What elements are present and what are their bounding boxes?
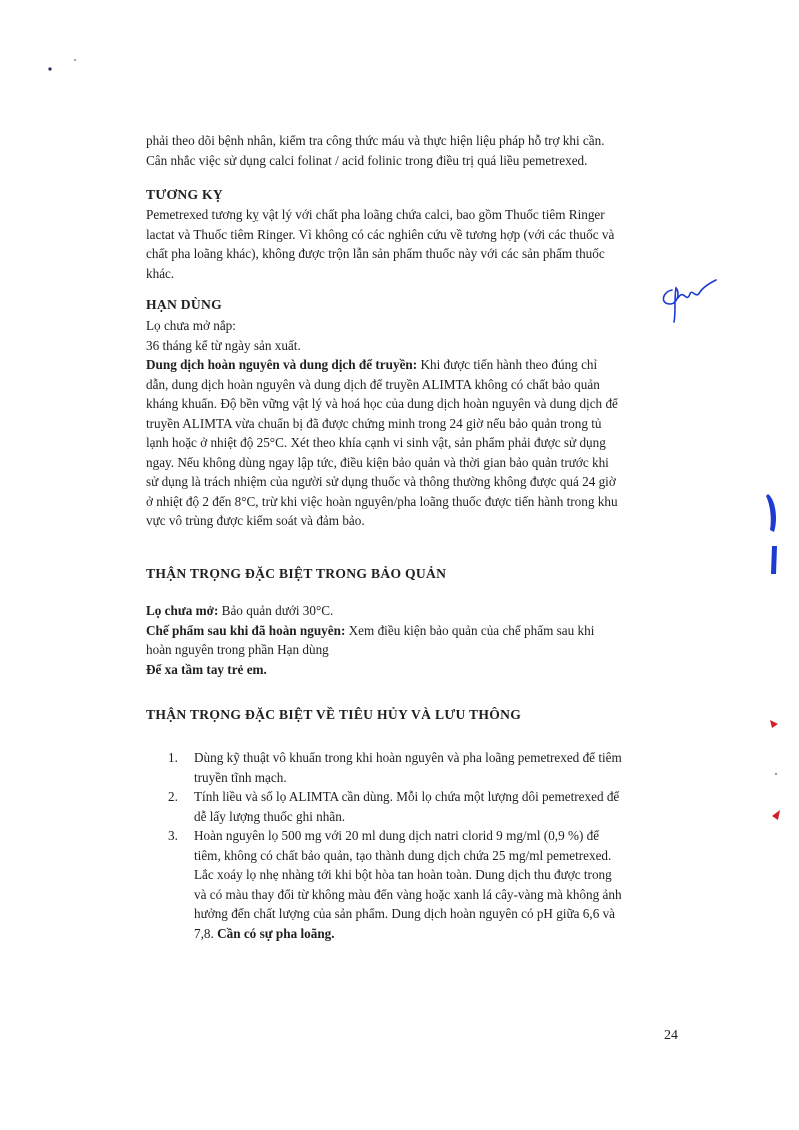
text-fragment: Xem điều kiện bảo quản của chế phẩm sau khi (345, 622, 595, 638)
text-line: lactat và Thuốc tiêm Ringer. Vì không có các nghiên cứu về tương hợp (với các thuốc và (146, 226, 615, 242)
list-item (168, 748, 688, 787)
text-line: sử dụng là trách nhiệm của người sử dụng thuốc và thông thường không được quá 24 giờ (146, 474, 616, 489)
unopened-vial-label: Lọ chưa mở: (146, 603, 219, 618)
text-line: kháng khuẩn. Độ bền vững vật lý và hoá học của dung dịch hoàn nguyên và dung dịch để (146, 396, 618, 411)
ink-mark-blue (760, 490, 799, 590)
text-fragment: Khi được tiến hành theo đúng chỉ (417, 357, 598, 372)
text-line: Tính liều và số lọ ALIMTA cần dùng. Mỗi lọ chứa một lượng dôi pemetrexed để (194, 789, 620, 804)
text-fragment: Bảo quản dưới 30°C. (218, 603, 334, 618)
shelf-months: 36 tháng kể từ ngày sản xuất. (146, 337, 301, 353)
item-number: 1. (168, 750, 178, 765)
keep-away-children: Để xa tầm tay trẻ em. (146, 661, 267, 677)
prepared-label: Chế phẩm sau khi đã hoàn nguyên: (146, 622, 346, 638)
text-line: hoàn nguyên trong phần Hạn dùng (146, 642, 329, 657)
text-line: hưởng đến chất lượng của sản phẩm. Dung dịch hoàn nguyên có pH giữa 6,6 và (194, 906, 616, 921)
incompatibility-heading: TƯƠNG KỴ (146, 187, 224, 202)
storage-heading: THẬN TRỌNG ĐẶC BIỆT TRONG BẢO QUẢN (146, 566, 447, 581)
text-line: dễ lấy lượng thuốc ghi nhãn. (194, 808, 346, 824)
text-line: vực vô trùng được kiểm soát và đảm bảo. (146, 513, 365, 528)
text-line (146, 601, 686, 621)
text-line: khác. (146, 265, 175, 281)
ink-mark-red (764, 712, 799, 832)
shelf-life-heading: HẠN DÙNG (146, 297, 223, 312)
item-number: 3. (168, 828, 178, 843)
text-line (146, 621, 686, 641)
text-line: dẫn, dung dịch hoàn nguyên và dung dịch để truyền ALIMTA không có chất bảo quản (146, 376, 600, 392)
page-number: 24 (664, 1028, 678, 1043)
list-item (168, 826, 688, 943)
text-line: ngay. Nếu không dùng ngay lập tức, điều kiện bảo quản và thời gian bảo quản trước khi (146, 454, 609, 470)
text-line: tiêm, không có chất bảo quản, tạo thành dung dịch chứa 25 mg/ml pemetrexed. (194, 847, 612, 863)
text-line: Cân nhắc việc sử dụng calci folinat / acid folinic trong điều trị quá liều pemetrexed. (146, 152, 588, 168)
text-line (146, 355, 686, 375)
shelf-life-paragraph (146, 316, 686, 531)
dilution-required: Cần có sự pha loãng. (217, 925, 335, 941)
text-line: ở nhiệt độ 2 đến 8°C, trừ khi việc hoàn nguyên/pha loãng thuốc được tiến hành trong khu (146, 493, 618, 509)
unopened-label: Lọ chưa mở nắp: (146, 318, 236, 333)
overdose-paragraph (146, 131, 686, 170)
storage-paragraph (146, 601, 686, 679)
incompatibility-paragraph (146, 205, 686, 283)
text-line: truyền tĩnh mạch. (194, 769, 287, 785)
text-line: Pemetrexed tương kỵ vật lý với chất pha loãng chứa calci, bao gồm Thuốc tiêm Ringer (146, 207, 605, 222)
list-item (168, 787, 688, 826)
text-line: Hoàn nguyên lọ 500 mg với 20 ml dung dịch natri clorid 9 mg/ml (0,9 %) để (194, 828, 600, 843)
reconstituted-label: Dung dịch hoàn nguyên và dung dịch để truyền: (146, 357, 418, 372)
text-line (194, 924, 688, 944)
disposal-list (168, 748, 688, 943)
text-line: phải theo dõi bệnh nhân, kiểm tra công thức máu và thực hiện liệu pháp hỗ trợ khi cần. (146, 133, 605, 148)
text-fragment: 7,8. (194, 925, 218, 941)
text-line: chất pha loãng khác), không được trộn lẫn sản phẩm thuốc này với các sản phẩm thuốc (146, 246, 605, 261)
text-line: lạnh hoặc ở nhiệt độ 25°C. Xét theo khía cạnh vi sinh vật, sản phẩm phải được sử dụng (146, 435, 606, 450)
scan-speck (44, 55, 84, 75)
text-line: và có màu thay đổi từ không màu đến vàng hoặc xanh lá cây-vàng mà không ảnh (194, 886, 622, 902)
item-number: 2. (168, 789, 178, 804)
disposal-heading: THẬN TRỌNG ĐẶC BIỆT VỀ TIÊU HỦY VÀ LƯU THÔNG (146, 707, 522, 722)
text-line: Lắc xoáy lọ nhẹ nhàng tới khi bột hòa tan hoàn toàn. Dung dịch thu được trong (194, 867, 612, 882)
text-line: truyền ALIMTA vừa chuẩn bị đã được chứng minh trong 24 giờ nếu bảo quản trong tủ (146, 415, 602, 431)
text-line: Dùng kỹ thuật vô khuẩn trong khi hoàn nguyên và pha loãng pemetrexed để tiêm (194, 750, 622, 765)
